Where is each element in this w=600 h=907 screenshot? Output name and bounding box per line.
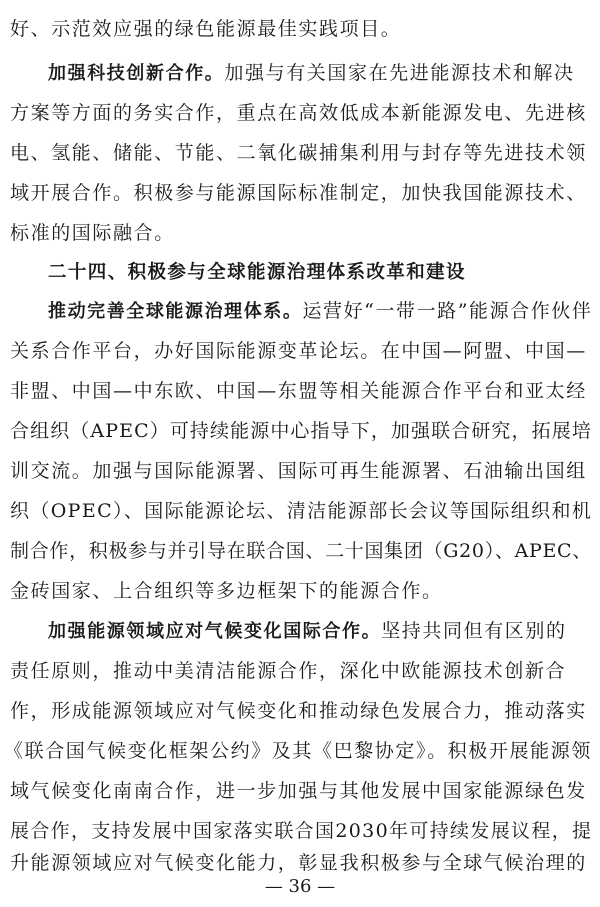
text-line: 《联合国气候变化框架公约》及其《巴黎协定》。积极开展能源领 [4,740,592,762]
paragraph-heading: 加强能源领域应对气候变化国际合作。 [48,621,382,642]
page-number: — 36 — [264,876,336,897]
text-line: 电、氢能、储能、节能、二氧化碳捕集利用与封存等先进技术领 [10,142,587,164]
text-line: 训交流。加强与国际能源署、国际可再生能源署、石油输出国组 [10,460,587,482]
paragraph-heading: 推动完善全球能源治理体系。 [48,301,303,322]
text-line: 标准的国际融合。 [10,222,175,244]
text-line: 金砖国家、上合组织等多边框架下的能源合作。 [10,580,443,602]
text-line: 方案等方面的务实合作，重点在高效低成本新能源发电、先进核 [10,102,587,124]
text-line: 作，形成能源领域应对气候变化和推动绿色发展合力，推动落实 [10,700,587,722]
text-line: 非盟、中国—中东欧、中国—东盟等相关能源合作平台和亚太经 [10,380,587,402]
text-line: 合组织（APEC）可持续能源中心指导下，加强联合研究，拓展培 [10,420,592,442]
text-line: 域气候变化南南合作，进一步加强与其他发展中国家能源绿色发 [10,780,587,802]
paragraph-line [48,62,575,85]
text-span: 运营好“一带一路”能源合作伙伴 [302,300,593,322]
text-line: 域开展合作。积极参与能源国际标准制定，加快我国能源技术、 [10,182,587,204]
text-line: 关系合作平台，办好国际能源变革论坛。在中国—阿盟、中国— [10,340,587,362]
text-line: 展合作，支持发展中国家落实联合国2030年可持续发展议程，提 [10,820,593,842]
text-line: 好、示范效应强的绿色能源最佳实践项目。 [10,18,402,40]
text-line: 制合作，积极参与并引导在联合国、二十国集团（G20）、APEC、 [10,540,592,562]
section-heading: 二十四、积极参与全球能源治理体系改革和建设 [48,262,466,283]
text-line: 织（OPEC）、国际能源论坛、清洁能源部长会议等国际组织和机 [10,500,593,522]
paragraph-line [48,620,567,643]
paragraph-heading: 加强科技创新合作。 [48,63,225,84]
text-span: 加强与有关国家在先进能源技术和解决 [224,62,575,84]
text-line: 升能源领域应对气候变化能力，彰显我积极参与全球气候治理的 [10,852,587,874]
text-line: 责任原则，推动中美清洁能源合作，深化中欧能源技术创新合 [10,660,567,682]
text-span: 坚持共同但有区别的 [381,620,567,642]
paragraph-line [48,300,592,323]
